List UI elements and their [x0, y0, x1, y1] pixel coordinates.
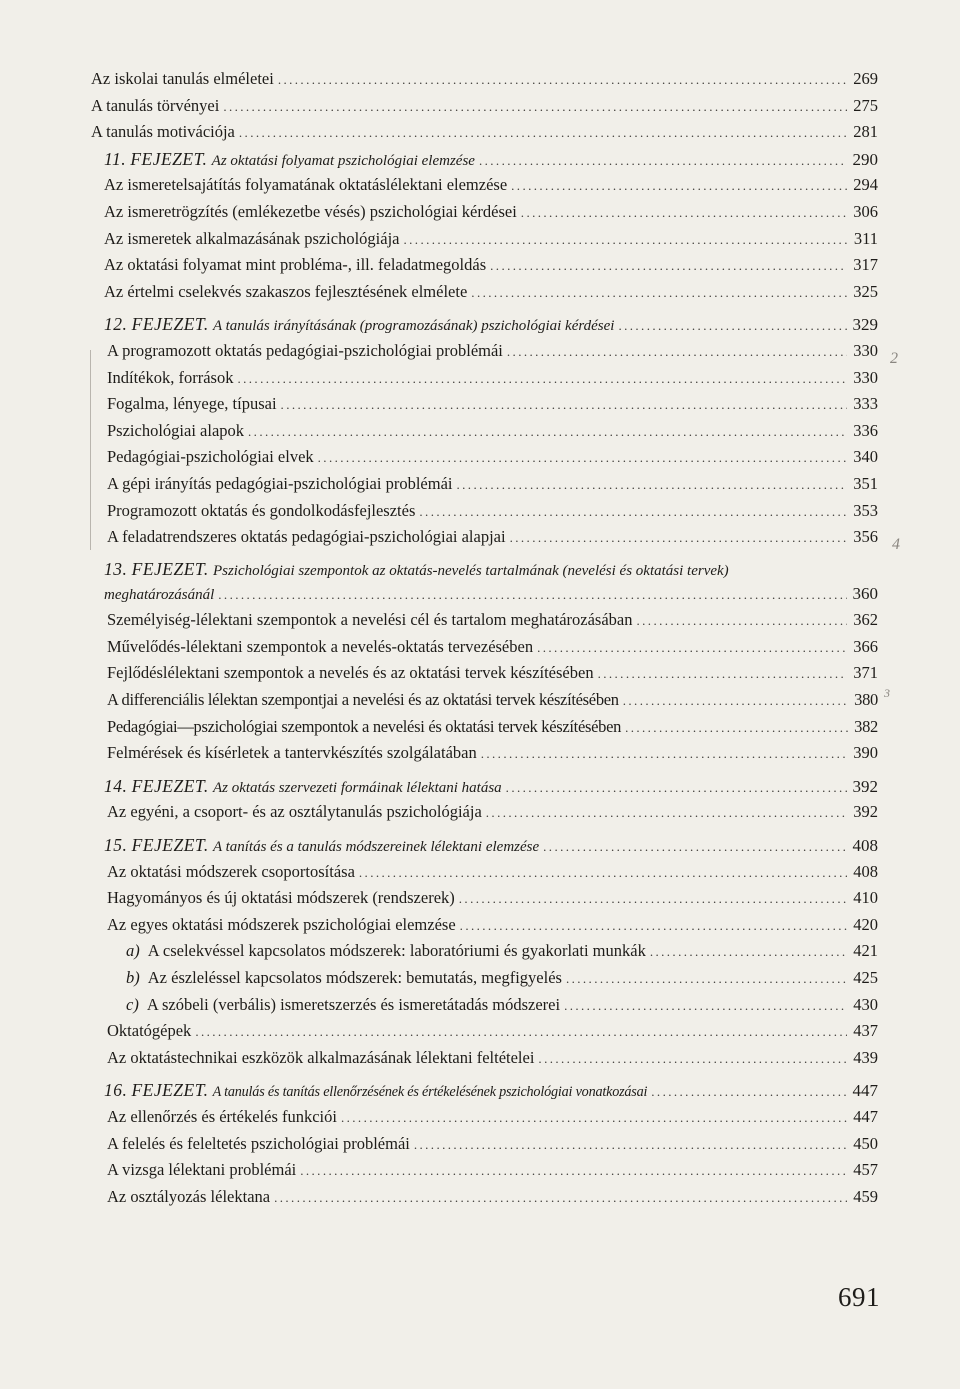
page-number: 392	[853, 802, 878, 822]
toc-subentry[interactable]: c) A szóbeli (verbális) ismeretszerzés és ismeretátadás módszerei ..... 430	[0, 992, 960, 1019]
toc-entry[interactable]: Az oktatási módszerek csoportosítása ..... 408	[0, 859, 960, 886]
page-number: 447	[852, 1081, 878, 1101]
toc-entry[interactable]: Az oktatási folyamat mint probléma-, ill. feladatmegoldás ..... 317	[0, 252, 960, 279]
page-number: 420	[853, 914, 878, 934]
toc-subentry[interactable]: b) Az észleléssel kapcsolatos módszerek: bemutatás, megfigyelés ..... 425	[0, 965, 960, 992]
toc-entry[interactable]: Művelődés-lélektani szempontok a nevelés-oktatás tervezésében ..... 366	[0, 634, 960, 661]
page-number: 269	[853, 69, 878, 88]
page-number: 408	[852, 836, 878, 856]
toc-entry[interactable]: A differenciális lélektan szempontjai a nevelési és az oktatási tervek készítésében ..... 380	[0, 687, 960, 714]
chapter-heading-11[interactable]: 11. FEJEZET. Az oktatási folyamat pszichológiai elemzése ..... 290	[0, 146, 960, 173]
chapter-heading-13-continued[interactable]: meghatározásánál ..... 360	[0, 581, 960, 608]
page-number: 311	[853, 228, 878, 248]
toc-entry[interactable]: Indítékok, források ..... 330	[0, 365, 960, 392]
page-number: 317	[853, 255, 878, 275]
toc-entry[interactable]: Személyiség-lélektani szempontok a nevelési cél és tartalom meghatározásában ..... 362	[0, 607, 960, 634]
toc-entry[interactable]: Az értelmi cselekvés szakaszos fejlesztésének elmélete ..... 325	[0, 279, 960, 306]
toc-entry[interactable]: A tanulás törvényei ..... 275	[0, 93, 960, 120]
page-number: 290	[852, 149, 878, 169]
page-number: 439	[853, 1047, 878, 1067]
toc-entry[interactable]: A feladatrendszeres oktatás pedagógiai-pszichológiai alapjai ..... 356	[0, 524, 960, 551]
toc-entry[interactable]: Az ismeretelsajátítás folyamatának oktatáslélektani elemzése ..... 294	[0, 172, 960, 199]
chapter-heading-12[interactable]: 12. FEJEZET. A tanulás irányításának (programozásának) pszichológiai kérdései ..... 329	[0, 311, 960, 338]
toc-entry[interactable]: Az oktatástechnikai eszközök alkalmazásának lélektani feltételei ..... 439	[0, 1045, 960, 1072]
margin-note: 4	[892, 536, 900, 553]
page-number: 437	[853, 1021, 878, 1041]
toc-entry[interactable]: Az egyéni, a csoport- és az osztálytanulás pszichológiája ..... 392	[0, 799, 960, 826]
page-number: 360	[852, 583, 878, 603]
page-number: 275	[853, 95, 878, 115]
toc-entry[interactable]: Az egyes oktatási módszerek pszichológiai elemzése ..... 420	[0, 912, 960, 939]
toc-entry[interactable]: A felelés és feleltetés pszichológiai problémái ..... 450	[0, 1131, 960, 1158]
toc-entry[interactable]: A tanulás motivációja ..... 281	[0, 119, 960, 146]
page-number: 366	[853, 636, 878, 656]
page-number: 425	[853, 968, 878, 987]
toc-entry[interactable]: Hagyományos és új oktatási módszerek (rendszerek) ..... 410	[0, 885, 960, 912]
toc-entry[interactable]: Az iskolai tanulás elméletei ..... 269	[0, 66, 960, 93]
toc-entry[interactable]: Programozott oktatás és gondolkodásfejlesztés ..... 353	[0, 498, 960, 525]
toc-entry[interactable]: Fejlődéslélektani szempontok a nevelés és az oktatási tervek készítésében ..... 371	[0, 660, 960, 687]
toc-entry[interactable]: A programozott oktatás pedagógiai-pszichológiai problémái ..... 330	[0, 338, 960, 365]
toc-entry[interactable]: Az ellenőrzés és értékelés funkciói ..... 447	[0, 1104, 960, 1131]
page-number: 294	[853, 175, 878, 195]
page-number: 457	[853, 1160, 878, 1180]
toc-entry[interactable]: Pszichológiai alapok ..... 336	[0, 418, 960, 445]
page-number: 362	[853, 610, 878, 630]
page-number: 408	[853, 861, 878, 881]
chapter-heading-15[interactable]: 15. FEJEZET. A tanítás és a tanulás módszereinek lélektani elemzése ..... 408	[0, 832, 960, 859]
toc-entry[interactable]: Pedagógiai-pszichológiai elvek ..... 340	[0, 444, 960, 471]
margin-note: 2	[890, 350, 898, 367]
toc-entry[interactable]: Felmérések és kísérletek a tantervkészítés szolgálatában ..... 390	[0, 740, 960, 767]
chapter-heading-13[interactable]: 13. FEJEZET. Pszichológiai szempontok az oktatás-nevelés tartalmának (nevelési és oktatási tervek)	[104, 558, 729, 579]
table-of-contents	[0, 66, 960, 1210]
toc-entry[interactable]: A gépi irányítás pedagógiai-pszichológiai problémái ..... 351	[0, 471, 960, 498]
chapter-heading-14[interactable]: 14. FEJEZET. Az oktatás szervezeti formáinak lélektani hatása ..... 392	[0, 773, 960, 800]
page-number: 306	[853, 201, 878, 221]
toc-entry[interactable]: Az ismeretrögzítés (emlékezetbe vésés) pszichológiai kérdései ..... 306	[0, 199, 960, 226]
toc-entry[interactable]: Oktatógépek ..... 437	[0, 1018, 960, 1045]
page-number: 447	[853, 1106, 878, 1126]
page-number: 450	[853, 1133, 878, 1153]
page-number: 336	[853, 420, 878, 440]
toc-entry[interactable]: Az ismeretek alkalmazásának pszichológiája ..... 311	[0, 226, 960, 253]
page-number: 340	[853, 447, 878, 467]
page-number: 330	[853, 367, 878, 387]
page-number: 281	[853, 122, 878, 142]
page-number: 330	[853, 340, 878, 360]
margin-note: 3	[884, 686, 890, 700]
page-number: 325	[853, 281, 878, 301]
page-folio-number: 691	[838, 1282, 880, 1312]
toc-entry[interactable]: A vizsga lélektani problémái ..... 457	[0, 1157, 960, 1184]
page-number: 356	[853, 527, 878, 547]
page-number: 430	[853, 994, 878, 1014]
page-number: 333	[853, 394, 878, 414]
page-number: 421	[853, 941, 878, 961]
toc-entry[interactable]: Fogalma, lényege, típusai ..... 333	[0, 391, 960, 418]
page-number: 371	[853, 663, 878, 683]
toc-entry[interactable]: Az osztályozás lélektana ..... 459	[0, 1184, 960, 1211]
toc-subentry[interactable]: a) A cselekvéssel kapcsolatos módszerek: laboratóriumi és gyakorlati munkák ..... 421	[0, 938, 960, 965]
page-number: 353	[853, 500, 878, 520]
page-number: 351	[853, 473, 878, 493]
chapter-heading-16[interactable]: 16. FEJEZET. A tanulás és tanítás ellenőrzésének és értékelésének pszichológiai vonatkozásai ..... 447	[0, 1077, 960, 1104]
page-number: 390	[853, 743, 878, 763]
toc-entry[interactable]: Pedagógiai—pszichológiai szempontok a nevelési és oktatási tervek készítésében ..... 382	[0, 714, 960, 741]
page-number: 382	[854, 716, 878, 736]
page-number: 459	[853, 1186, 878, 1206]
page-number: 380	[854, 690, 878, 710]
page-number: 329	[852, 315, 878, 335]
page-number: 410	[853, 888, 878, 908]
page-number: 392	[852, 776, 878, 796]
